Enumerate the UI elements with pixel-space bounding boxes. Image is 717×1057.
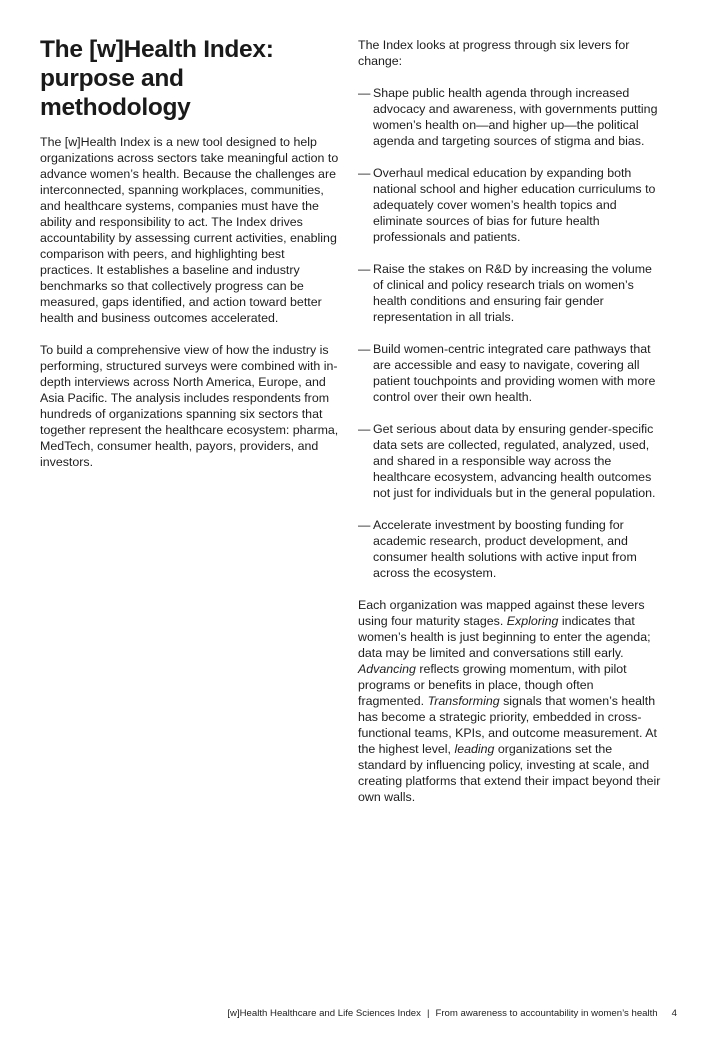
page-number: 4	[671, 1008, 677, 1019]
lever-text: Accelerate investment by boosting funding for academic research, product development, and consumer health solutions with active input from across the ecosystem.	[373, 518, 637, 580]
text-run: reflects growing momentum, with pilot programs or benefits in place, though often fragmented.	[358, 662, 627, 708]
methodology-paragraph: To build a comprehensive view of how the industry is performing, structured surveys were combined with in-depth interviews across North America, Europe, and Asia Pacific. The analysis includes respondents from hundreds of organizations spanning six sectors that together represent the healthcare ecosystem: pharma, MedTech, consumer health, payors, providers, and investors.	[40, 343, 339, 469]
lever-text: Shape public health agenda through increased advocacy and awareness, with governments putting women’s health on—and higher up—the political agenda and targeting sources of stigma and bias.	[373, 86, 658, 148]
levers-list	[358, 85, 662, 581]
lever-item-care-pathways	[358, 341, 662, 405]
stage-advancing: Advancing	[358, 662, 416, 676]
text-run: indicates that women’s health is just beginning to enter the agenda; data may be limited and conversations still early.	[358, 614, 651, 660]
text-run: signals that women’s health has become a strategic priority, embedded in cross-functional teams, KPIs, and outcome measurement. At the highest level,	[358, 694, 657, 756]
page-footer	[227, 1008, 677, 1020]
levers-intro: The Index looks at progress through six levers for change:	[358, 38, 630, 68]
text-run: organizations set the standard by influencing policy, investing at scale, and creating platforms that extend their impact beyond their own walls.	[358, 742, 661, 804]
right-column	[358, 37, 662, 805]
dash-bullet: —	[358, 262, 371, 276]
dash-bullet: —	[358, 342, 371, 356]
maturity-stages-paragraph	[358, 597, 662, 805]
lever-item-investment	[358, 517, 662, 581]
text-run: Each organization was mapped against these levers using four maturity stages.	[358, 598, 645, 628]
dash-bullet: —	[358, 422, 371, 436]
stage-transforming: Transforming	[427, 694, 500, 708]
footer-separator: |	[426, 1008, 430, 1019]
stage-leading: leading	[454, 742, 495, 756]
lever-text: Raise the stakes on R&D by increasing the volume of clinical and policy research trials on women’s health conditions and ensuring fair gender representation in all trials.	[373, 262, 652, 324]
lever-text: Overhaul medical education by expanding both national school and higher education curriculums to adequately cover women’s health topics and eliminate sources of bias for future health professionals and patients.	[373, 166, 656, 244]
lever-text: Build women-centric integrated care pathways that are accessible and easy to navigate, covering all patient touchpoints and providing women with more control over their own health.	[373, 342, 656, 404]
lever-item-public-health	[358, 85, 662, 149]
footer-subtitle: From awareness to accountability in women’s health	[435, 1008, 658, 1019]
left-column	[40, 35, 340, 470]
page-title: The [w]Health Index: purpose and methodology	[40, 36, 274, 121]
lever-text: Get serious about data by ensuring gender-specific data sets are collected, regulated, analyzed, used, and shared in a responsible way across the healthcare ecosystem, advancing health outcomes not just for individuals but in the general population.	[373, 422, 656, 500]
lever-item-research	[358, 261, 662, 325]
dash-bullet: —	[358, 166, 371, 180]
lever-item-medical-education	[358, 165, 662, 245]
dash-bullet: —	[358, 518, 371, 532]
footer-doc-title: [w]Health Healthcare and Life Sciences Index	[227, 1008, 421, 1019]
dash-bullet: —	[358, 86, 371, 100]
lever-item-data	[358, 421, 662, 501]
stage-exploring: Exploring	[506, 614, 559, 628]
purpose-paragraph: The [w]Health Index is a new tool designed to help organizations across sectors take meaningful action to advance women’s health. Because the challenges are interconnected, spanning workplaces, communities, and healthcare systems, companies must have the ability and responsibility to act. The Index drives accountability by assessing current activities, enabling comparison with peers, and highlighting best practices. It establishes a baseline and industry benchmarks so that collectively progress can be measured, gaps identified, and action toward better health and business outcomes accelerated.	[40, 135, 339, 325]
